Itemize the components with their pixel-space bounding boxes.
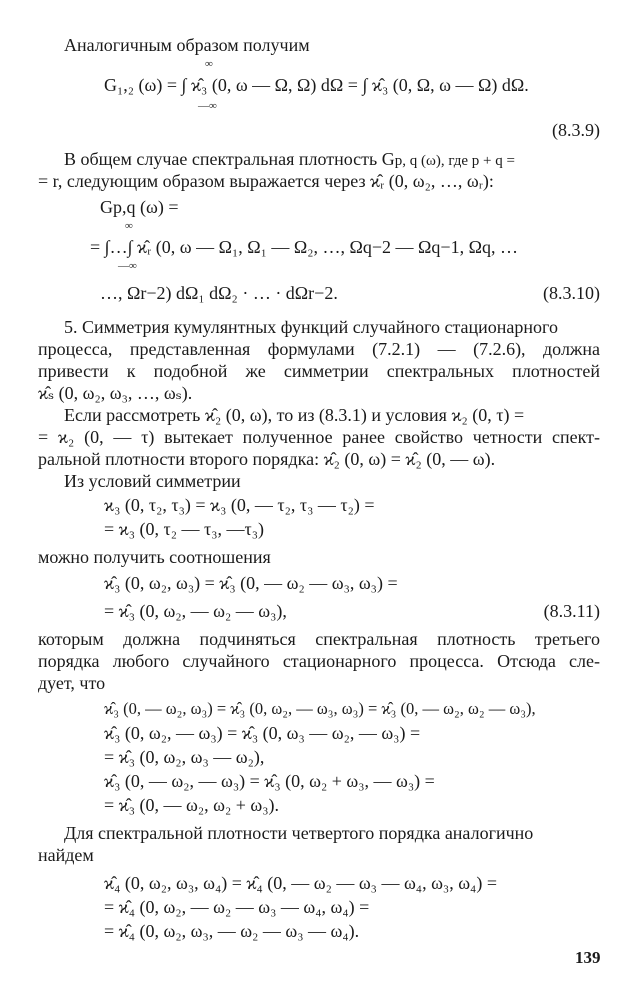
equation-relation: ϰ̂₃ (0, — ω₂, ω₃) = ϰ̂₃ (0, ω₂, — ω₃, ω₃) = ϰ̂₃ (0, — ω₂, ω₂ — ω₃), [104,699,536,718]
equation-8-3-11: ϰ̂₃ (0, ω₂, ω₃) = ϰ̂₃ (0, — ω₂ — ω₃, ω₃) = [104,573,398,593]
text-line: Для спектральной плотности четвертого порядка аналогично [64,823,534,843]
equation-number: (8.3.10) [543,283,600,303]
text-line: 5. Симметрия кумулянтных функций случайного стационарного [64,317,558,337]
page-number: 139 [575,948,601,967]
text-line: = ϰ₂ (0, — τ) вытекает полученное ранее свойство четности спект- [38,427,600,447]
text-line: найдем [38,845,94,865]
text-line: Из условий симметрии [64,471,241,491]
text-line: Аналогичным образом получим [64,35,310,55]
text-line: дует, что [38,673,106,693]
equation-8-3-10-lhs: Gp,q (ω) = [100,197,179,217]
integral-lower-limit: —∞ [198,100,217,112]
equation-number: (8.3.11) [543,601,600,621]
text-line: ϰ̂ₛ (0, ω₂, ω₃, …, ωₛ). [38,383,193,403]
equation-8-3-10-body: = ∫…∫ ϰ̂ᵣ (0, ω — Ω₁, Ω₁ — Ω₂, …, Ωq−2 — Ωq−1, Ωq, … [90,237,518,257]
equation-kappa3-symmetry: ϰ₃ (0, τ₂, τ₃) = ϰ₃ (0, — τ₂, τ₃ — τ₂) = [104,495,375,515]
text-line: порядка любого случайного стационарного процесса. Отсюда сле- [38,651,600,671]
equation-kappa4-cont: = ϰ̂₄ (0, ω₂, — ω₂ — ω₃ — ω₄, ω₄) = [104,897,370,917]
integral-upper-limit: ∞ [125,220,133,232]
integral-lower-limit: —∞ [118,260,137,272]
integral-upper-limit: ∞ [205,58,213,70]
text-line: В общем случае спектральная плотность Gp, q (ω), где p + q = [64,149,515,169]
equation-kappa4-cont: = ϰ̂₄ (0, ω₂, ω₃, — ω₂ — ω₃ — ω₄). [104,921,360,941]
text-line: ральной плотности второго порядка: ϰ̂₂ (0, ω) = ϰ̂₂ (0, — ω). [38,449,496,469]
text-line: можно получить соотношения [38,547,271,567]
equation-relation: = ϰ̂₃ (0, — ω₂, ω₂ + ω₃). [104,795,280,815]
equation-kappa4: ϰ̂₄ (0, ω₂, ω₃, ω₄) = ϰ̂₄ (0, — ω₂ — ω₃ — ω₄, ω₃, ω₄) = [104,873,497,893]
text-line: Если рассмотреть ϰ̂₂ (0, ω), то из (8.3.1) и условия ϰ₂ (0, τ) = [64,405,525,425]
text-line: которым должна подчиняться спектральная плотность третьего [38,629,600,649]
equation-relation: = ϰ̂₃ (0, ω₂, ω₃ — ω₂), [104,747,265,767]
equation-relation: ϰ̂₃ (0, — ω₂, — ω₃) = ϰ̂₃ (0, ω₂ + ω₃, — ω₃) = [104,771,435,791]
text-line: привести к подобной же симметрии спектральных плотностей [38,361,600,381]
equation-kappa3-symmetry-cont: = ϰ₃ (0, τ₂ — τ₃, —τ₃) [104,519,265,539]
text-line: процесса, представленная формулами (7.2.1) — (7.2.6), должна [38,339,600,359]
equation-8-3-11-cont: = ϰ̂₃ (0, ω₂, — ω₂ — ω₃), [104,601,287,621]
equation-relation: ϰ̂₃ (0, ω₂, — ω₃) = ϰ̂₃ (0, ω₃ — ω₂, — ω₃) = [104,723,421,743]
equation-8-3-10-tail: …, Ωr−2) dΩ₁ dΩ₂ · … · dΩr−2. [100,283,338,303]
equation-number: (8.3.9) [552,120,600,140]
equation-8-3-9: G₁,₂ (ω) = ∫ ϰ̂₃ (0, ω — Ω, Ω) dΩ = ∫ ϰ̂₃ (0, Ω, ω — Ω) dΩ. [104,75,529,95]
text-line: = r, следующим образом выражается через ϰ̂ᵣ (0, ω₂, …, ωᵣ): [38,171,494,191]
